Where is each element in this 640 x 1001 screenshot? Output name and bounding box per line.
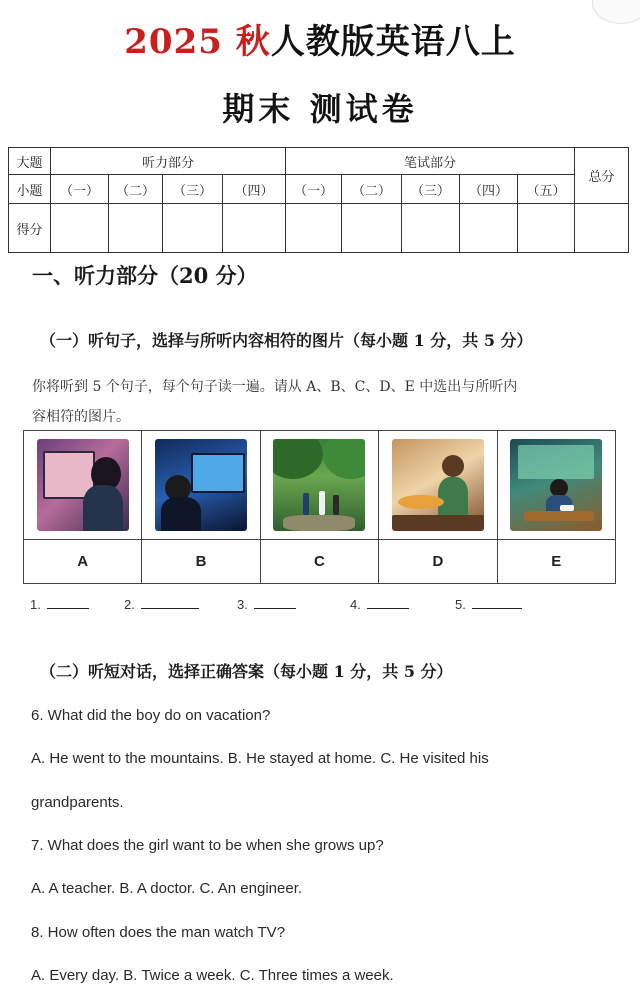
score-table-header-label: 大题	[9, 148, 51, 175]
question-options: A. He went to the mountains. B. He stayed at home. C. He visited his	[31, 750, 489, 767]
picture-cell	[142, 431, 260, 540]
answer-slot	[237, 596, 296, 612]
picture-label: B	[142, 540, 260, 584]
picture-label: A	[24, 540, 142, 584]
answer-slot	[350, 596, 409, 612]
picture-cell	[24, 431, 142, 540]
answer-blank[interactable]	[472, 596, 522, 609]
title-rest: 人教版英语八上	[270, 22, 516, 62]
score-cell[interactable]	[342, 204, 402, 253]
score-table-total-header: 总分	[575, 148, 629, 204]
score-table-score-label: 得分	[9, 204, 51, 253]
answer-blank[interactable]	[141, 596, 199, 609]
student-studying-illustration	[510, 439, 602, 531]
score-table	[8, 147, 629, 253]
score-cell[interactable]	[460, 204, 518, 253]
picture-cell	[497, 431, 615, 540]
answer-number: 5.	[455, 597, 466, 612]
score-table-listening-part: （一）	[51, 175, 109, 204]
picture-cell	[379, 431, 497, 540]
answer-number: 4.	[350, 597, 361, 612]
question-text: 6. What did the boy do on vacation?	[31, 707, 271, 724]
score-cell[interactable]	[223, 204, 286, 253]
part1-instruction	[32, 372, 622, 432]
answer-number: 3.	[237, 597, 248, 612]
title-season: 秋	[235, 22, 271, 62]
score-cell[interactable]	[518, 204, 575, 253]
score-cell[interactable]	[163, 204, 223, 253]
score-table-writing-part: （一）	[286, 175, 342, 204]
answer-blank[interactable]	[367, 596, 409, 609]
question-options: A. Every day. B. Twice a week. C. Three times a week.	[31, 967, 394, 984]
picture-table	[23, 430, 616, 584]
answer-number: 1.	[30, 597, 41, 612]
score-cell[interactable]	[109, 204, 163, 253]
answer-slot	[124, 596, 199, 612]
score-table-listening-part: （三）	[163, 175, 223, 204]
question-options: grandparents.	[31, 794, 124, 811]
section-listening-heading: 一、听力部分（20 分）	[32, 263, 258, 288]
question-text: 8. How often does the man watch TV?	[31, 924, 286, 941]
part1-heading: （一）听句子，选择与所听内容相符的图片（每小题 1 分，共 5 分）	[40, 331, 533, 350]
picture-label: D	[379, 540, 497, 584]
document-subtitle: 期末 测试卷	[222, 90, 418, 128]
question-text: 7. What does the girl want to be when she grows up?	[31, 837, 384, 854]
score-table-listening-part: （四）	[223, 175, 286, 204]
document-title	[0, 14, 640, 63]
score-table-writing-part: （四）	[460, 175, 518, 204]
answer-number: 2.	[124, 597, 135, 612]
score-table-listening-header: 听力部分	[51, 148, 286, 175]
score-table-writing-part: （五）	[518, 175, 575, 204]
woman-cooking-illustration	[392, 439, 484, 531]
part1-instruction-line: 你将听到 5 个句子，每个句子读一遍。请从 A、B、C、D、E 中选出与所听内	[32, 379, 518, 395]
score-table-writing-header: 笔试部分	[286, 148, 575, 175]
answer-slot	[30, 596, 89, 612]
score-table-listening-part: （二）	[109, 175, 163, 204]
picture-label: E	[497, 540, 615, 584]
boy-gaming-illustration	[155, 439, 247, 531]
title-year: 2025	[124, 22, 223, 62]
forest-hiking-illustration	[273, 439, 365, 531]
score-table-writing-part: （二）	[342, 175, 402, 204]
picture-cell	[260, 431, 378, 540]
answer-blank[interactable]	[254, 596, 296, 609]
score-cell[interactable]	[286, 204, 342, 253]
answer-blank[interactable]	[47, 596, 89, 609]
answer-slot	[455, 596, 522, 612]
part2-heading: （二）听短对话，选择正确答案（每小题 1 分，共 5 分）	[40, 662, 453, 681]
question-options: A. A teacher. B. A doctor. C. An engineer.	[31, 880, 303, 897]
score-table-writing-part: （三）	[402, 175, 460, 204]
girl-video-call-illustration	[37, 439, 129, 531]
score-cell[interactable]	[402, 204, 460, 253]
part1-instruction-line: 容相符的图片。	[32, 409, 130, 425]
total-score-cell[interactable]	[575, 204, 629, 253]
score-table-subitem-label: 小题	[9, 175, 51, 204]
picture-label: C	[260, 540, 378, 584]
score-cell[interactable]	[51, 204, 109, 253]
